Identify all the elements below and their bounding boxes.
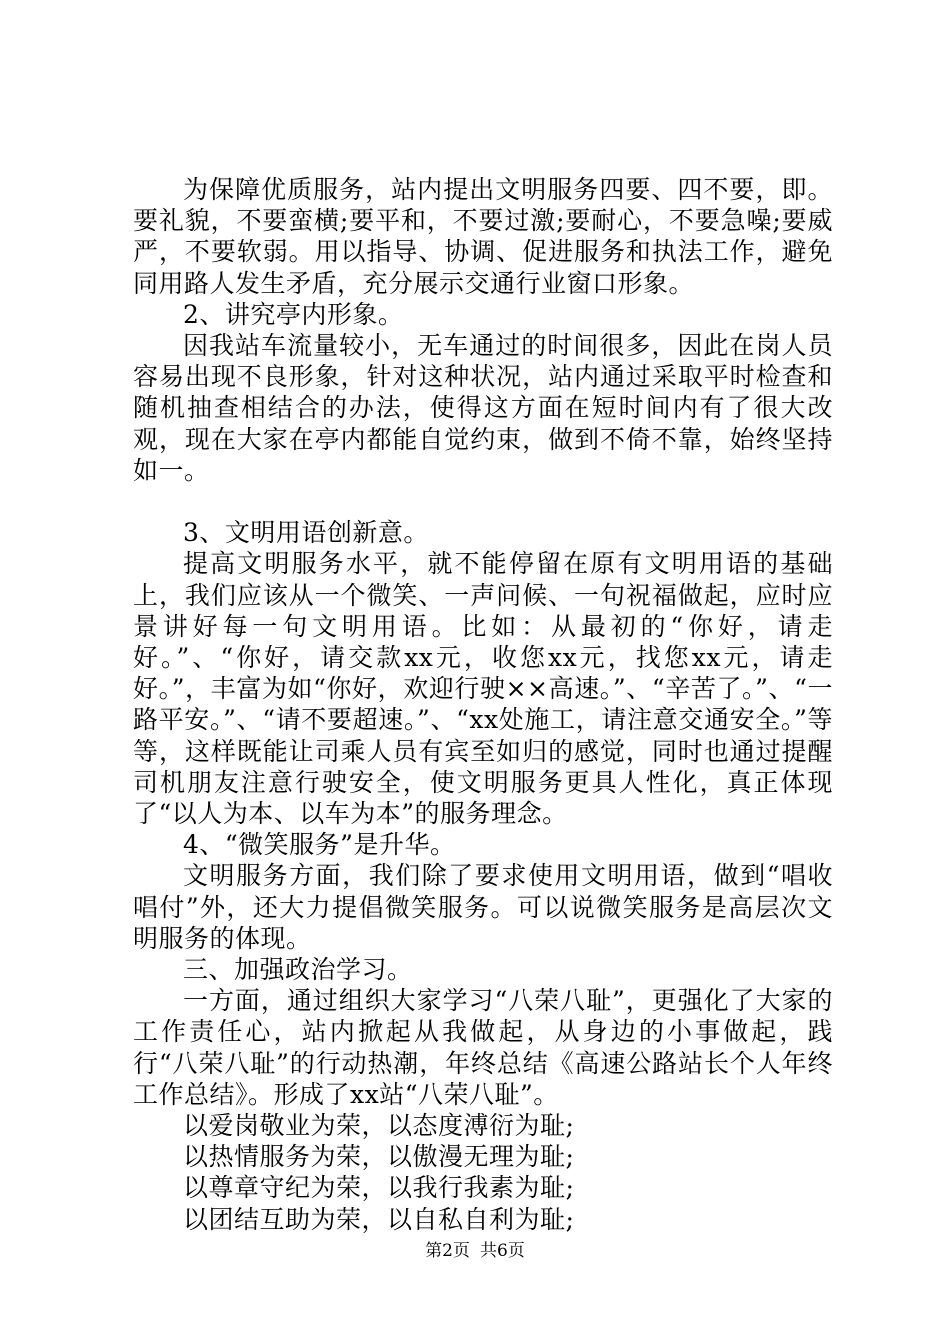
heading-smile-service: 4、“微笑服务”是升华。 (183, 830, 456, 860)
page-total: 共6页 (480, 1241, 525, 1261)
paragraph-political-study: 一方面，通过组织大家学习“八荣八耻”，更强化了大家的工作责任心，站内掀起从我做起，从身边的小事做起，践行“八荣八耻”的行动热潮，年终总结《高速公路站长个人年终工作总结》。形成了xx站“八荣八耻”。 (133, 986, 833, 1109)
paragraph-civil-language: 提高文明服务水平，就不能停留在原有文明用语的基础上，我们应该从一个微笑、一声问候、一句祝福做起，应时应景讲好每一句文明用语。比如：从最初的“你好，请走好。”、“你好，请交款xx元，收您xx元，找您xx元，请走好。”，丰富为如“你好，欢迎行驶××高速。”、“辛苦了。”、“一路平安。”、“请不要超速。”、“xx处施工，请注意交通安全。”等等，这样既能让司乘人员有宾至如归的感觉，同时也通过提醒司机朋友注意行驶安全，使文明服务更具人性化，真正体现了“以人为本、以车为本”的服务理念。 (133, 549, 833, 829)
list-item-honor-1: 以爱岗敬业为荣，以态度溥衍为耻; (183, 1111, 575, 1141)
page-footer (0, 1241, 950, 1261)
paragraph-service-rules: 为保障优质服务，站内提出文明服务四要、四不要，即。要礼貌，不要蛮横;要平和，不要过激;要耐心，不要急噪;要威严，不要软弱。用以指导、协调、促进服务和执法工作，避免同用路人发生矛盾，充分展示交通行业窗口形象。 (133, 175, 833, 298)
paragraph-spacer (133, 486, 833, 517)
heading-civil-language: 3、文明用语创新意。 (183, 518, 429, 548)
heading-political-study: 三、加强政治学习。 (183, 955, 413, 985)
heading-booth-image: 2、讲究亭内形象。 (183, 299, 404, 329)
page-number: 第2页 (425, 1241, 470, 1261)
paragraph-smile-service: 文明服务方面，我们除了要求使用文明用语，做到“唱收唱付”外，还大力提倡微笑服务。可以说微笑服务是高层次文明服务的体现。 (133, 861, 833, 953)
list-item-honor-3: 以尊章守纪为荣，以我行我素为耻; (183, 1173, 575, 1203)
document-body (133, 174, 833, 1235)
list-item-honor-2: 以热情服务为荣，以傲漫无理为耻; (183, 1142, 575, 1172)
paragraph-booth-image: 因我站车流量较小，无车通过的时间很多，因此在岗人员容易出现不良形象，针对这种状况，站内通过采取平时检查和随机抽查相结合的办法，使得这方面在短时间内有了很大改观，现在大家在亭内都能自觉约束，做到不倚不靠，始终坚持如一。 (133, 331, 833, 485)
list-item-honor-4: 以团结互助为荣，以自私自利为耻; (183, 1204, 575, 1234)
